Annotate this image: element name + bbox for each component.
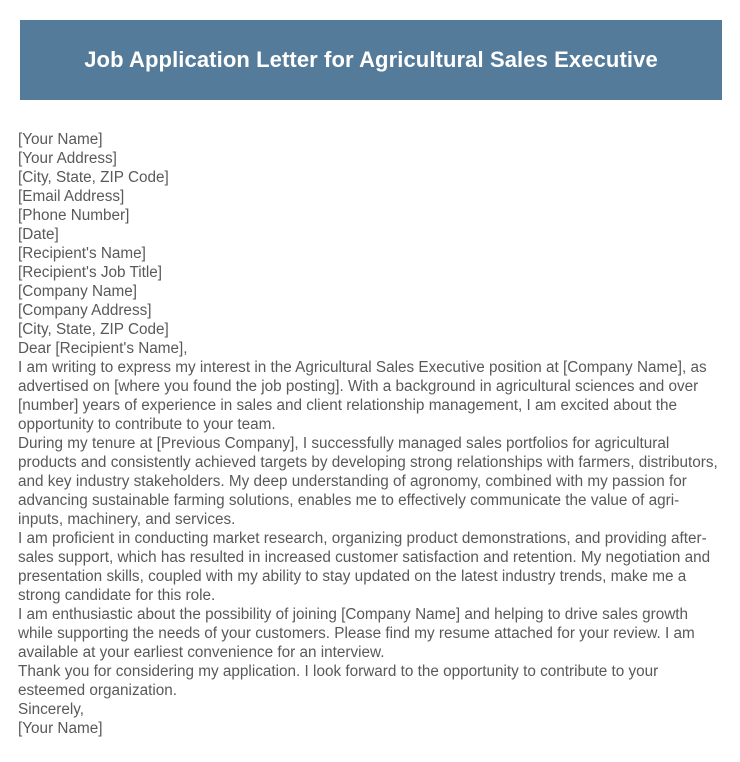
address-line-phone: [Phone Number] [18,207,130,224]
address-line-date: [Date] [18,226,59,243]
address-line-your-address: [Your Address] [18,150,117,167]
address-line-recipient-job-title: [Recipient's Job Title] [18,264,163,281]
address-line-company-city-state-zip: [City, State, ZIP Code] [18,321,169,338]
address-line-company-name: [Company Name] [18,283,138,300]
address-line-your-name: [Your Name] [18,131,103,148]
body-paragraph-5: Thank you for considering my application. I look forward to the opportunity to contribute to your esteemed organization. [18,663,659,699]
address-block [18,130,722,339]
signature-name: [Your Name] [18,720,103,737]
valediction: Sincerely, [18,701,85,718]
body-paragraph-3: I am proficient in conducting market research, organizing product demonstrations, and providing after-sales support, which has resulted in increased customer satisfaction and retention. My negotiation and presentation skills, coupled with my ability to stay updated on the latest industry trends, make me a strong candidate for this role. [18,530,711,604]
address-line-company-address: [Company Address] [18,302,152,319]
address-line-recipient-name: [Recipient's Name] [18,245,146,262]
address-line-city-state-zip: [City, State, ZIP Code] [18,169,169,186]
letter-header-banner [20,20,722,100]
body-paragraph-2: During my tenure at [Previous Company], I successfully managed sales portfolios for agricultural products and consistently achieved targets by developing strong relationships with farmers, distributors, and key industry stakeholders. My deep understanding of agronomy, combined with my passion for advancing sustainable farming solutions, enables me to effectively communicate the value of agri-inputs, machinery, and services. [18,435,718,528]
letter-body [18,130,722,738]
body-paragraph-4: I am enthusiastic about the possibility of joining [Company Name] and helping to drive sales growth while supporting the needs of your customers. Please find my resume attached for your review. I am available at your earliest convenience for an interview. [18,606,695,661]
salutation: Dear [Recipient's Name], [18,340,188,357]
page-title: Job Application Letter for Agricultural Sales Executive [84,46,658,72]
body-paragraph-1: I am writing to express my interest in the Agricultural Sales Executive position at [Company Name], as advertised on [where you found the job posting]. With a background in agricultural sciences and over [number] years of experience in sales and client relationship management, I am excited about the opportunity to contribute to your team. [18,359,707,433]
address-line-email: [Email Address] [18,188,125,205]
